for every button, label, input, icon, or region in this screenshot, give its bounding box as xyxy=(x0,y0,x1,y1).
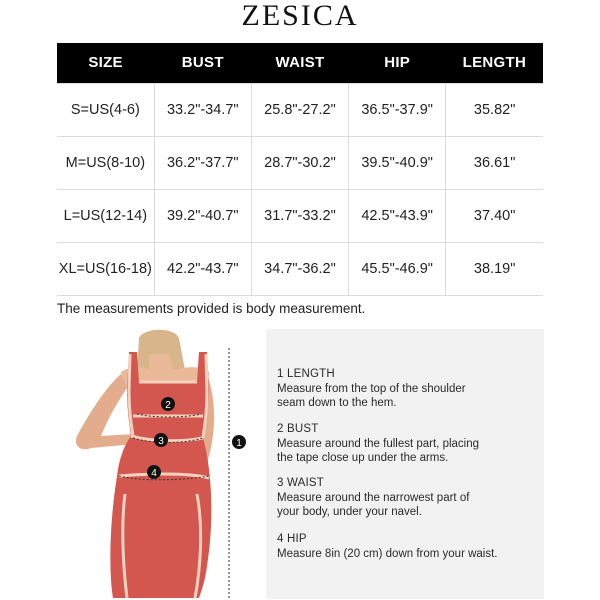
guide-item-length xyxy=(277,367,539,411)
cell-size: L=US(12-14) xyxy=(57,189,154,242)
marker-waist xyxy=(154,433,168,447)
marker-hip-label: 4 xyxy=(151,468,157,479)
cell-length: 38.19" xyxy=(446,242,543,295)
guide-heading: 3 WAIST xyxy=(277,477,324,489)
table-row xyxy=(57,242,543,295)
guide-text: Measure from the top of the shoulder xyxy=(277,382,466,395)
marker-length-label: 1 xyxy=(236,438,242,449)
guide-text: Measure 8in (20 cm) down from your waist. xyxy=(277,547,498,560)
table-row xyxy=(57,136,543,189)
guide-heading: 2 BUST xyxy=(277,423,319,435)
cell-bust: 39.2"-40.7" xyxy=(154,189,251,242)
cell-waist: 28.7"-30.2" xyxy=(251,136,348,189)
measurement-note: The measurements provided is body measurement. xyxy=(57,301,366,316)
cell-hip: 36.5"-37.9" xyxy=(349,83,446,136)
table-header-row xyxy=(57,43,543,83)
cell-hip: 45.5"-46.9" xyxy=(349,242,446,295)
cell-waist: 25.8"-27.2" xyxy=(251,83,348,136)
marker-bust-label: 2 xyxy=(165,400,171,411)
cell-bust: 33.2"-34.7" xyxy=(154,83,251,136)
measurement-guide-panel xyxy=(266,329,544,599)
header-bust: BUST xyxy=(154,43,251,83)
cell-bust: 36.2"-37.7" xyxy=(154,136,251,189)
guide-item-waist xyxy=(277,476,539,520)
cell-hip: 39.5"-40.9" xyxy=(349,136,446,189)
guide-text: Measure around the fullest part, placing xyxy=(277,437,480,450)
marker-bust xyxy=(161,397,175,411)
guide-item-bust xyxy=(277,422,539,466)
brand-logo: ZESICA xyxy=(241,0,359,32)
cell-size: XL=US(16-18) xyxy=(57,242,154,295)
size-chart-table xyxy=(57,43,543,296)
cell-size: S=US(4-6) xyxy=(57,83,154,136)
cell-length: 37.40" xyxy=(446,189,543,242)
header-waist: WAIST xyxy=(251,43,348,83)
cell-waist: 31.7"-33.2" xyxy=(251,189,348,242)
header-size: SIZE xyxy=(57,43,154,83)
guide-text: seam down to the hem. xyxy=(277,397,397,409)
guide-heading: 4 HIP xyxy=(277,533,307,545)
cell-waist: 34.7"-36.2" xyxy=(251,242,348,295)
cell-bust: 42.2"-43.7" xyxy=(154,242,251,295)
marker-length xyxy=(232,435,246,449)
marker-hip xyxy=(147,465,161,479)
guide-heading: 1 LENGTH xyxy=(277,368,335,380)
guide-text: the tape close up under the arms. xyxy=(277,452,449,464)
cell-length: 35.82" xyxy=(446,83,543,136)
cell-hip: 42.5"-43.9" xyxy=(349,189,446,242)
marker-waist-label: 3 xyxy=(158,436,164,447)
table-row xyxy=(57,189,543,242)
guide-item-hip xyxy=(277,532,539,561)
guide-text: Measure around the narrowest part of xyxy=(277,491,470,504)
cell-size: M=US(8-10) xyxy=(57,136,154,189)
header-length: LENGTH xyxy=(446,43,543,83)
table-row xyxy=(57,83,543,136)
cell-length: 36.61" xyxy=(446,136,543,189)
header-hip: HIP xyxy=(349,43,446,83)
model-figure xyxy=(57,326,257,600)
guide-text: your body, under your navel. xyxy=(277,506,422,518)
